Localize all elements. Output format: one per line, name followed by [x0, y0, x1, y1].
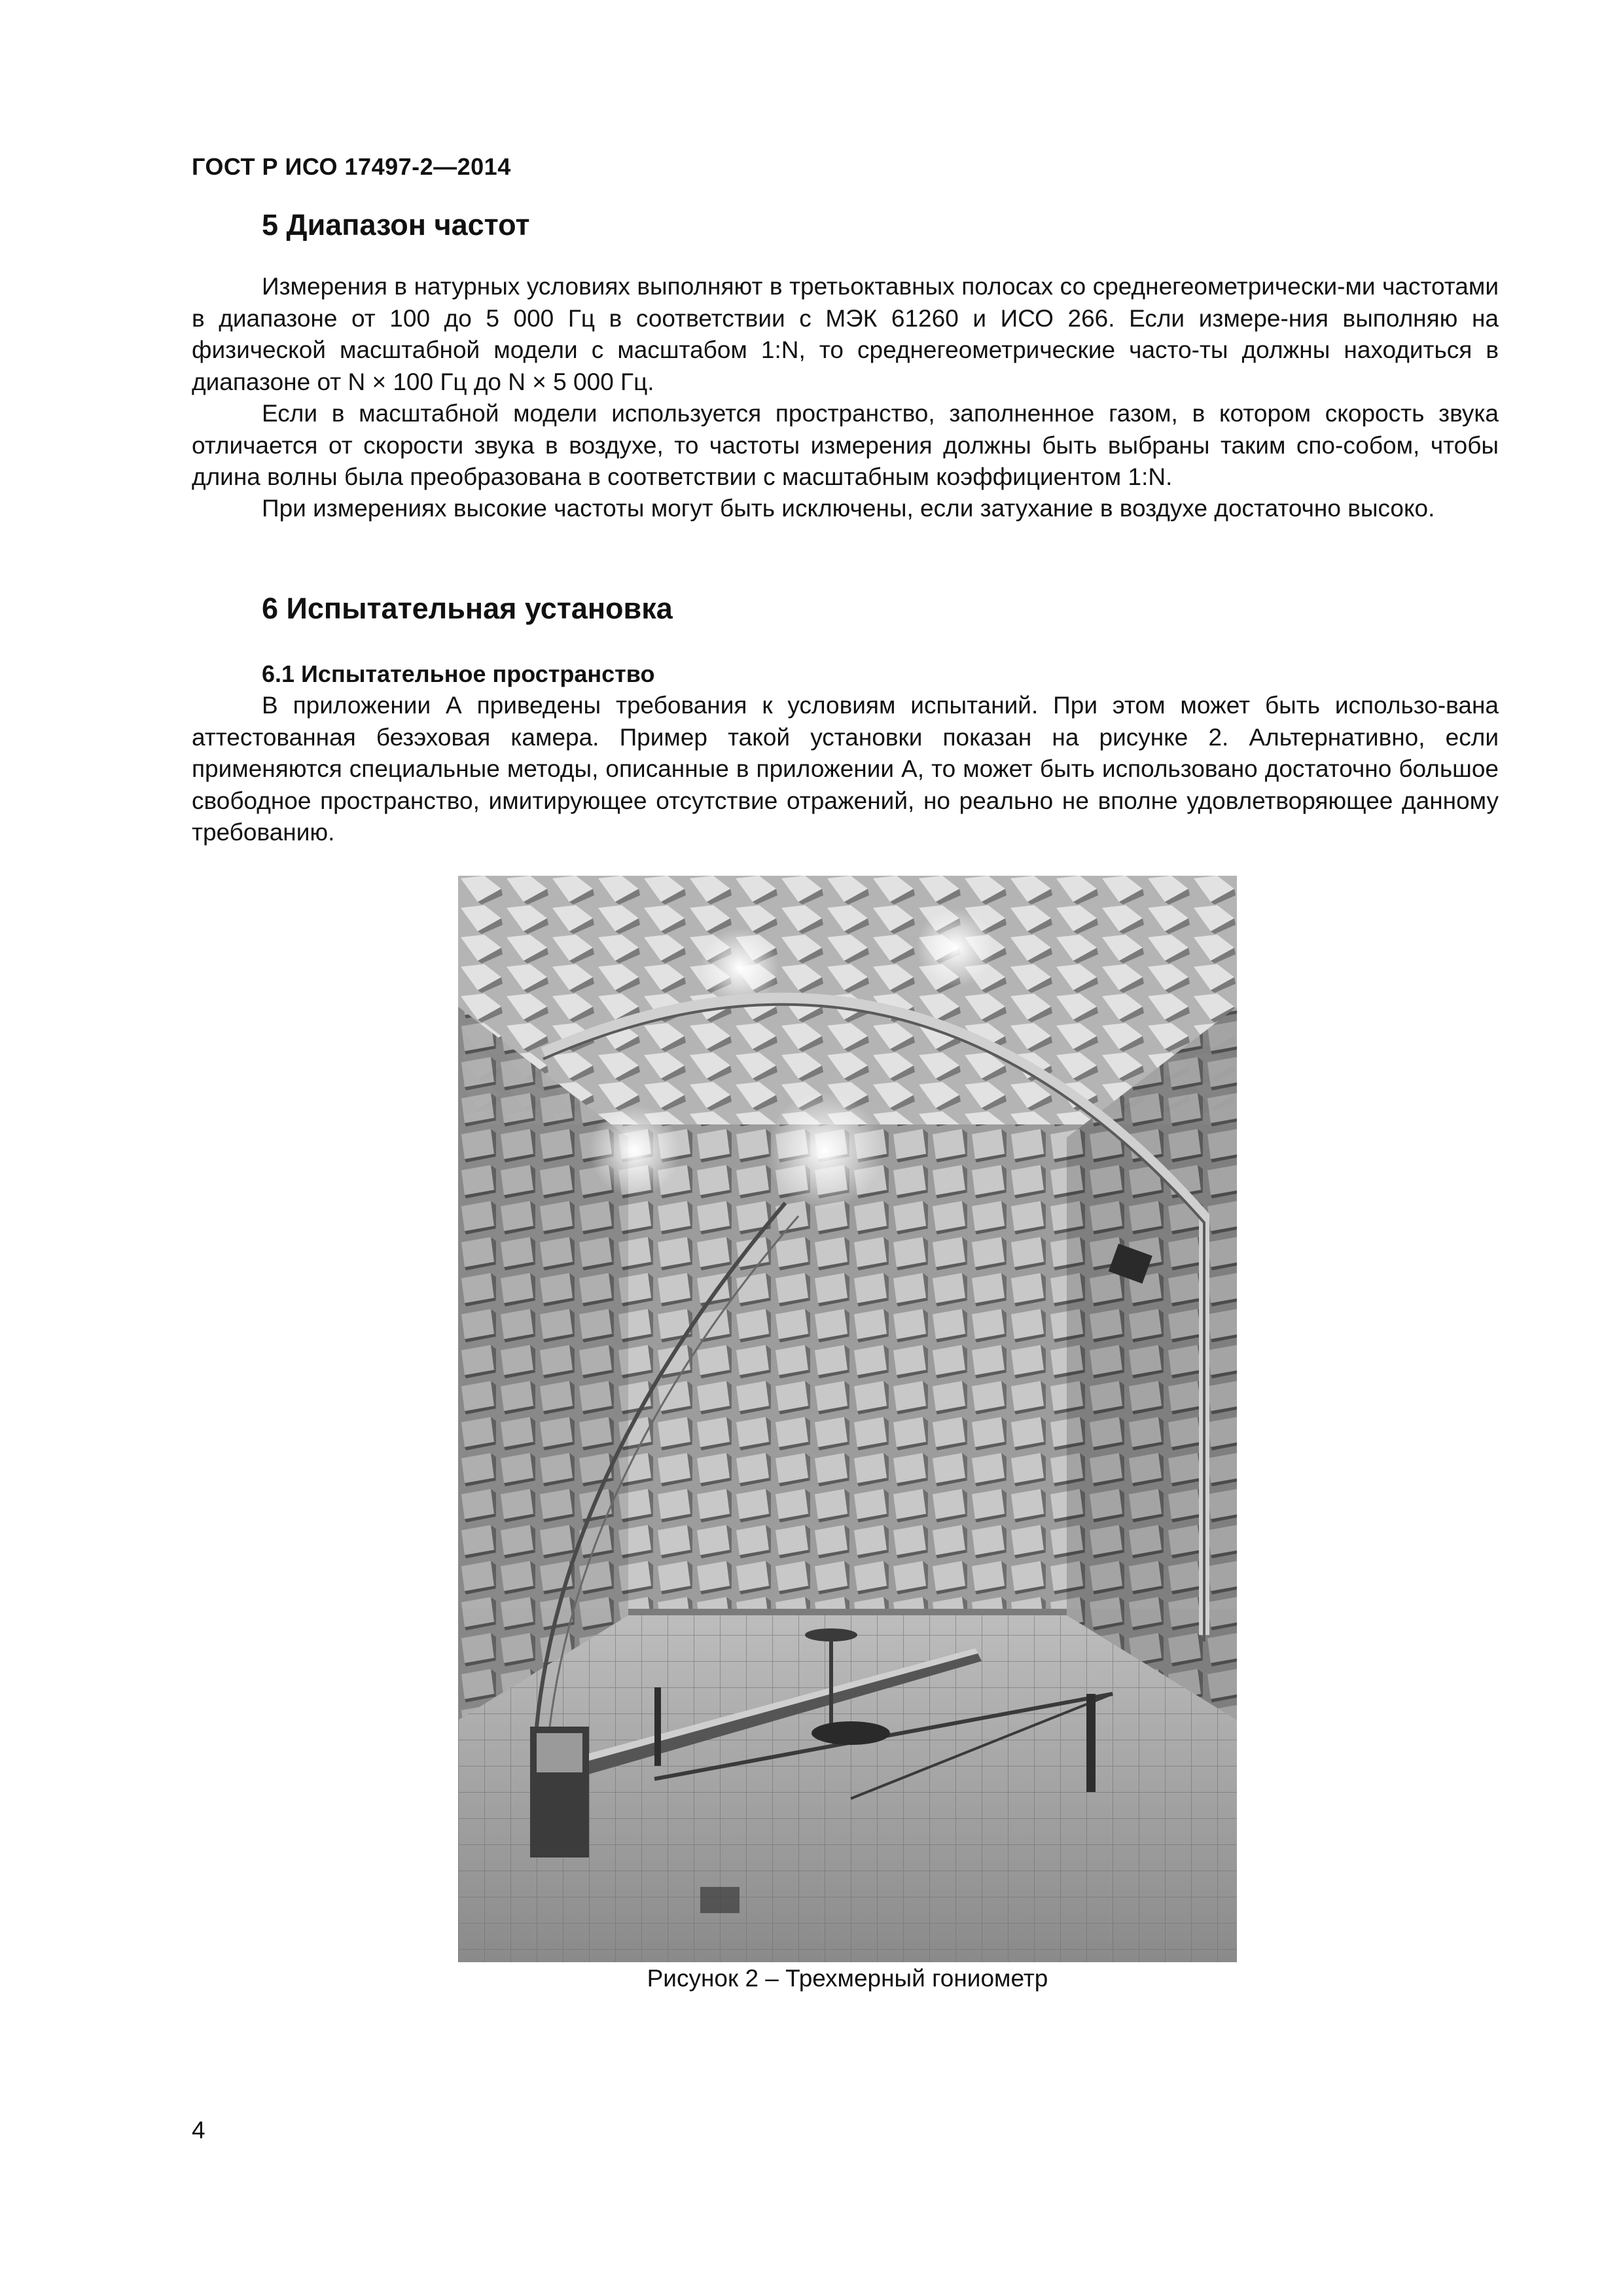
page-number: 4: [192, 2117, 205, 2144]
document-header: ГОСТ Р ИСО 17497-2—2014: [192, 153, 511, 180]
section-5-paragraph-3: При измерениях высокие частоты могут быть исключены, если затухание в воздухе достаточно высоко.: [262, 495, 1435, 522]
section-5-paragraph-1: Измерения в натурных условиях выполняют в третьоктавных полосах со среднегеометрически-ми частотами в диапазоне от 100 до 5 000 Гц в соответствии с МЭК 61260 и ИСО 266. Если измере-ния выполняю на физической масштабной модели с масштабом 1:N, то среднегеометрические часто-ты должны находиться в диапазоне от N × 100 Гц до N × 5 000 Гц.: [192, 273, 1499, 395]
subsection-6-1-title: 6.1 Испытательное пространство: [262, 660, 655, 687]
subsection-6-1-paragraph: В приложении А приведены требования к условиям испытаний. При этом может быть использо-вана аттестованная безэховая камера. Пример такой установки показан на рисунке 2. Альтернативно, если применяются специальные методы, описанные в приложении А, то может быть использовано достаточно большое свободное пространство, имитирующее отсутствие отражений, но реально не вполне удовлетворяющее данному требованию.: [192, 692, 1499, 846]
figure-caption: Рисунок 2 – Трехмерный гониометр: [647, 1965, 1048, 1992]
section-5-paragraph-2: Если в масштабной модели используется пространство, заполненное газом, в котором скорость звука отличается от скорости звука в воздухе, то частоты измерения должны быть выбраны таким спо-собом, чтобы длина волны была преобразована в соответствии с масштабным коэффициентом 1:N.: [192, 400, 1499, 490]
anechoic-chamber-image: [458, 876, 1237, 1962]
goniometer-photo: [458, 876, 1237, 1962]
section-5-title: 5 Диапазон частот: [262, 208, 530, 242]
section-6-title: 6 Испытательная установка: [262, 592, 673, 625]
